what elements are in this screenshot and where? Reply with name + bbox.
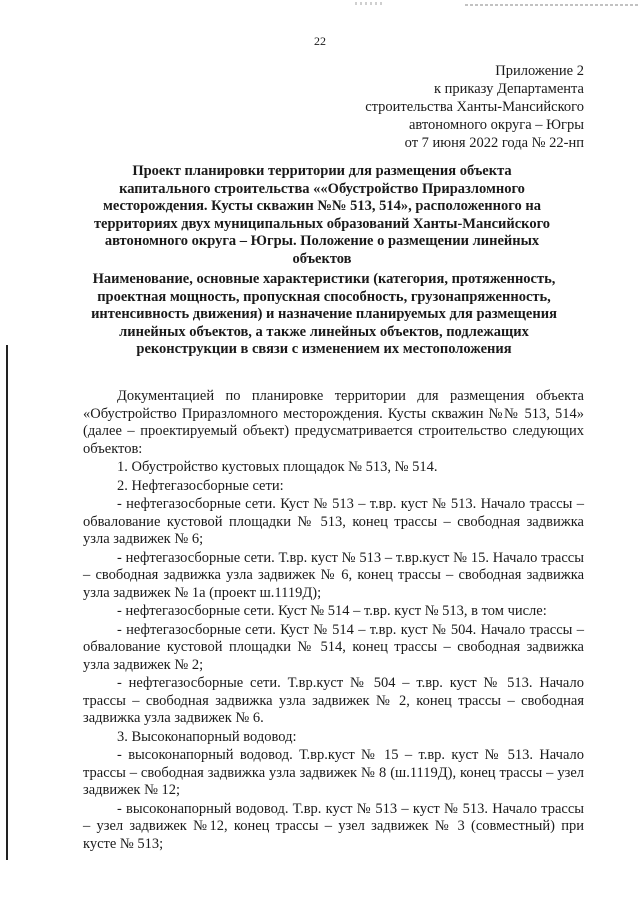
scan-artifact — [355, 2, 385, 5]
appendix-line: строительства Ханты-Мансийского — [365, 99, 584, 115]
paragraph: Документацией по планировке территории для размещения объекта «Обустройство Приразломного месторождения. Кусты скважин №№ 513, 514» (далее – проектируемый объект) предусматривается строительство следующих объектов: — [83, 388, 584, 457]
appendix-line: к приказу Департамента — [433, 81, 584, 97]
appendix-line: Приложение 2 — [495, 63, 584, 79]
document-body — [83, 388, 584, 854]
appendix-header — [365, 62, 584, 152]
appendix-line: автономного округа – Югры — [408, 117, 584, 133]
paragraph: - нефтегазосборные сети. Куст № 514 – т.вр. куст № 513, в том числе: — [117, 603, 547, 619]
section-heading: Наименование, основные характеристики (категория, протяженность, проектная мощность, пропускная способность, грузонапряженность, интенсивность движения) и назначение планируемых для размещения линейных объектов, а также линейных объектов, подлежащих реконструкции в связи с изменением их местоположения — [91, 271, 557, 357]
paragraph: 3. Высоконапорный водовод: — [117, 728, 297, 745]
scan-artifact — [465, 4, 640, 6]
document-title: Проект планировки территории для размещения объекта капитального строительства ««Обустройство Приразломного месторождения. Кусты скважин №№ 513, 514», расположенного на территориях двух муниципальных образований Ханты-Мансийского автономного округа – Югры. Положение о размещении линейных объектов — [93, 163, 551, 267]
paragraph: - нефтегазосборные сети. Куст № 513 – т.вр. куст № 513. Начало трассы – обвалование кустовой площадки № 513, конец трассы – свободная задвижка узла задвижек № 6; — [83, 496, 584, 547]
scan-margin-line — [6, 345, 8, 860]
paragraph: - высоконапорный водовод. Т.вр.куст № 15 – т.вр. куст № 513. Начало трассы – свободная задвижка узла задвижек № 8 (ш.1119Д), конец трассы – узел задвижек № 12; — [83, 747, 584, 798]
paragraph: - высоконапорный водовод. Т.вр. куст № 513 – куст № 513. Начало трассы – узел задвижек №12, конец трассы – узел задвижек № 3 (совместный) при кусте № 513; — [83, 800, 584, 852]
paragraph: 2. Нефтегазосборные сети: — [117, 477, 284, 494]
paragraph: - нефтегазосборные сети. Т.вр. куст № 513 – т.вр.куст № 15. Начало трассы – свободная задвижка узла задвижек № 6, конец трассы – свободная задвижка узла задвижек № 1а (проект ш.1119Д); — [83, 549, 584, 601]
paragraph: 1. Обустройство кустовых площадок № 513, № 514. — [117, 459, 438, 475]
page-number: 22 — [314, 34, 326, 48]
appendix-line: от 7 июня 2022 года № 22-нп — [404, 135, 584, 151]
paragraph: - нефтегазосборные сети. Куст № 514 – т.вр. куст № 504. Начало трассы – обвалование кустовой площадки № 514, конец трассы – свободная задвижка узла задвижек № 2; — [83, 621, 584, 673]
paragraph: - нефтегазосборные сети. Т.вр.куст № 504 – т.вр. куст № 513. Начало трассы – свободная задвижка узла задвижек № 2, конец трассы – свободная задвижка узла задвижек № 6. — [83, 675, 584, 726]
